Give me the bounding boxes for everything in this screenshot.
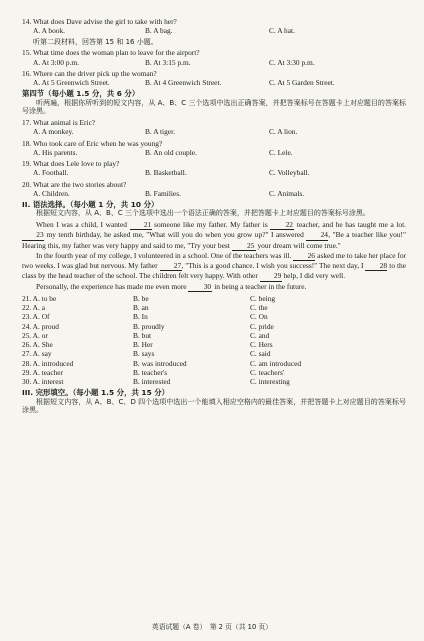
option-b: B. teacher's (133, 367, 168, 377)
question-stem: 15. What time does the woman plan to leave for the airport? (22, 48, 200, 58)
option-row (22, 148, 406, 157)
passage-paragraph-1 (22, 220, 406, 251)
listening-note: 听第二段材料，回答第 15 和 16 小题。 (33, 37, 158, 46)
question-18 (22, 139, 406, 158)
question-stem: 19. What does Lele love to play? (22, 159, 120, 168)
blank-24: 24 (306, 230, 328, 240)
option-row (22, 58, 406, 67)
option-c: C. Lele. (269, 147, 293, 157)
option-c: C. pride (250, 321, 274, 331)
passage-text: my tenth birthday, he asked me, "What will you do when you grow up?" I answered (44, 230, 307, 240)
grammar-option-row-30 (22, 377, 406, 386)
passage-text: help, I did very well. (281, 271, 346, 281)
option-c: C. A hat. (269, 26, 295, 36)
option-a: A. Football. (33, 168, 69, 178)
option-b: B. but (133, 330, 152, 340)
option-c: C. interesting (250, 377, 290, 386)
option-a: A. At 5 Greenwich Street. (33, 78, 110, 87)
blank-22: 22 (270, 220, 294, 230)
option-a: A. At 3:00 p.m. (33, 57, 79, 67)
option-a: 29. A. teacher (22, 367, 64, 377)
option-c: C. Hers (250, 340, 273, 349)
grammar-option-row-25 (22, 331, 406, 340)
option-c: C. said (250, 349, 271, 359)
passage-text: teacher, and he has taught me a lot. (294, 220, 406, 229)
question-17 (22, 118, 406, 137)
option-c: C. am introduced (250, 358, 302, 368)
option-a: A. A book. (33, 26, 66, 36)
passage-paragraph-2 (22, 251, 406, 282)
passage-text: Personally, the experience has made me even more (36, 281, 189, 291)
option-row (22, 26, 406, 35)
section-2-title: II. 语法选择。（每小题 1 分，共 10 分） (22, 200, 159, 209)
grammar-option-row-22 (22, 303, 406, 312)
option-b: B. Families. (145, 188, 181, 198)
option-a: 30. A. interest (22, 377, 64, 386)
option-c: C. Animals. (269, 188, 305, 198)
option-b: B. proudly (133, 321, 165, 331)
option-b: B. Basketball. (145, 168, 187, 178)
option-a: 23. A. Of (22, 312, 50, 322)
section-4-instructions: 听两遍，根据你所听到的短文内容，从 A、B、C 三个选项中选出正确答案，并把答案标号在答题卡上对应题目的答案标号涂黑。 (22, 98, 406, 116)
question-15 (22, 48, 406, 67)
option-row (22, 189, 406, 198)
option-b: B. interested (133, 377, 171, 386)
section-3-instructions: 根据短文内容，从 A、B、C、D 四个选项中选出一个能填入相应空格内的最佳答案，并把答题卡上对应题目的答案标号涂黑。 (22, 397, 406, 415)
section-3-title: III. 完形填空。（每小题 1.5 分，共 15 分） (22, 388, 170, 398)
question-19 (22, 159, 406, 178)
option-b: B. A tiger. (145, 127, 175, 137)
passage-text: In the fourth year of my college, I volunteered in a school. One of the teachers was ill. (36, 250, 294, 260)
grammar-option-row-21 (22, 294, 406, 303)
option-c: C. Volleyball. (269, 168, 310, 178)
option-b: B. In (133, 312, 148, 322)
option-b: B. be (133, 293, 149, 303)
option-a: 27. A. say (22, 349, 52, 359)
passage-text: , "This is a good chance. I wish you success!" The next day, I (181, 261, 366, 270)
blank-25: 25 (232, 241, 256, 251)
question-stem: 16. Where can the driver pick up the woman? (22, 68, 157, 78)
passage-paragraph-3 (22, 282, 406, 292)
page-footer: 英语试题（A 卷） 第 2 页（共 10 页） (151, 622, 273, 631)
question-stem: 14. What does Dave advise the girl to take with her? (22, 17, 177, 26)
option-a: 21. A. to be (22, 293, 57, 303)
question-stem: 18. Who took care of Eric when he was young? (22, 138, 163, 148)
grammar-option-row-27 (22, 349, 406, 358)
option-c: C. At 5 Garden Street. (269, 78, 335, 87)
blank-21: 21 (130, 220, 152, 230)
passage-text: your dream will come true." (255, 240, 341, 250)
grammar-option-row-24 (22, 322, 406, 331)
option-a: 28. A. introduced (22, 358, 74, 368)
option-a: 24. A. proud (22, 321, 59, 331)
blank-28: 28 (365, 261, 387, 271)
option-row (22, 127, 406, 136)
grammar-option-row-26 (22, 340, 406, 349)
grammar-option-row-28 (22, 359, 406, 368)
option-a: A. His parents. (33, 147, 78, 157)
passage-text: to the class by the head teacher of the school. The children felt very happy. With other (22, 261, 406, 281)
option-b: B. A bag. (145, 26, 173, 36)
option-b: B. was introduced (133, 358, 187, 368)
question-stem: 20. What are the two stories about? (22, 179, 127, 189)
option-c: C. At 3:30 p.m. (269, 57, 315, 67)
option-c: C. the (250, 303, 268, 312)
option-c: C. teachers' (250, 367, 285, 377)
option-row (22, 78, 406, 87)
passage-text: asked me to take her place for two weeks. I was glad but nervous. My father (22, 250, 407, 270)
blank-23: 23 (22, 230, 44, 240)
passage-text: When I was a child, I wanted (36, 220, 130, 229)
blank-26: 26 (293, 251, 315, 261)
option-c: C. and (250, 330, 270, 340)
question-14 (22, 17, 406, 36)
grammar-option-row-29 (22, 368, 406, 377)
option-b: B. An old couple. (145, 147, 197, 157)
passage-text: someone like my father. My father is (151, 220, 271, 229)
question-16 (22, 69, 406, 88)
option-b: B. an (133, 303, 149, 312)
option-a: 22. A. a (22, 303, 45, 312)
question-stem: 17. What animal is Eric? (22, 118, 96, 127)
passage-text: , "Be a teacher like you!" Hearing this, my father was very happy and said to me, "Try your best (22, 230, 406, 250)
option-a: 26. A. She (22, 340, 53, 349)
grammar-options (22, 294, 406, 387)
option-c: C. A lion. (269, 127, 298, 137)
question-20 (22, 180, 406, 199)
section-2-instructions: 根据短文内容，从 A、B、C 三个选项中选出一个语法正确的答案，并把答题卡上对应题目的答案标号涂黑。 (36, 209, 370, 218)
blank-29: 29 (260, 271, 282, 281)
option-b: B. says (133, 349, 155, 359)
option-a: A. Children. (33, 188, 70, 198)
option-a: 25. A. or (22, 330, 48, 340)
option-b: B. Her (133, 340, 153, 349)
option-b: B. At 4 Greenwich Street. (145, 78, 222, 87)
option-c: C. being (250, 293, 276, 303)
grammar-option-row-23 (22, 312, 406, 321)
section-4-title: 第四节（每小题 1.5 分，共 6 分） (22, 89, 140, 99)
blank-27: 27 (160, 261, 182, 271)
option-c: C. On (250, 312, 268, 322)
blank-30: 30 (188, 282, 212, 292)
passage-text: in being a teacher in the future. (212, 281, 307, 291)
option-a: A. A monkey. (33, 127, 74, 137)
option-b: B. At 3:15 p.m. (145, 57, 191, 67)
option-row (22, 168, 406, 177)
